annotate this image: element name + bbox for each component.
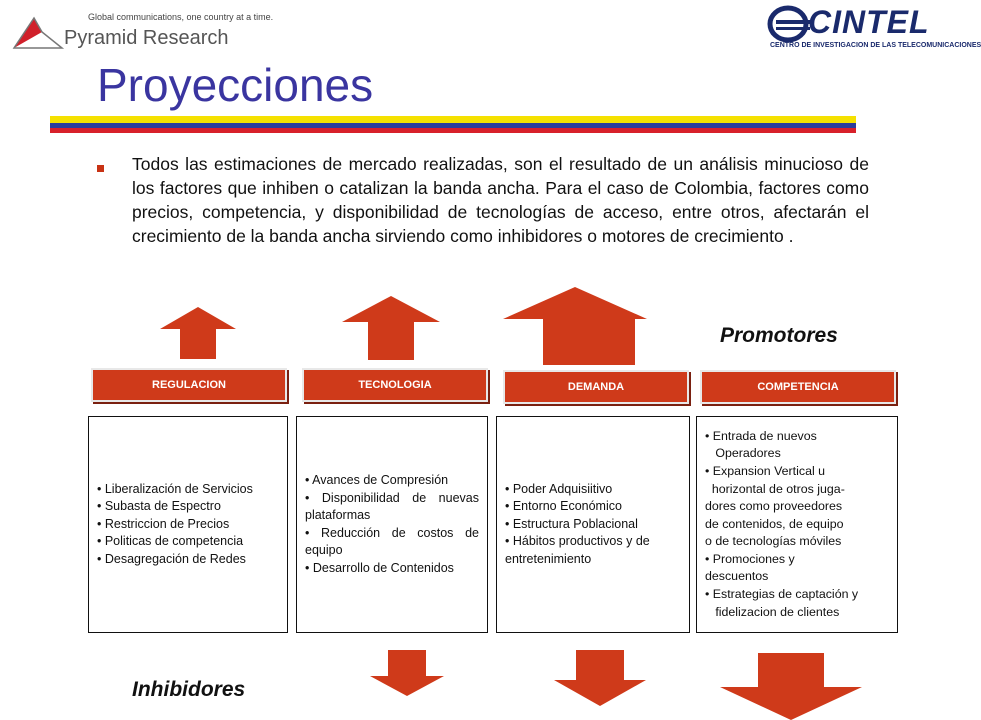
list-item: • Entorno Económico — [505, 499, 622, 514]
cintel-name: CINTEL — [808, 4, 930, 40]
list-item: • Disponibilidad de nuevas plataformas — [305, 490, 479, 522]
list-item: • Reducción de costos de equipo — [305, 525, 479, 557]
list-item: • Politicas de competencia — [97, 534, 244, 549]
flag-stripe-red — [50, 128, 856, 133]
pyramid-name: Pyramid Research — [64, 27, 229, 49]
pyramid-logo-icon — [12, 14, 64, 50]
list-item: • Poder Adquisiitivo — [505, 481, 613, 496]
list-item: • Avances de Compresión — [305, 473, 449, 487]
arrow-down-icon — [554, 650, 646, 706]
cintel-globe-icon — [768, 6, 812, 42]
list-item: • Hábitos productivos y de entretenimiento — [505, 534, 650, 566]
inhibidores-label: Inhibidores — [132, 678, 246, 701]
list-item: fidelizacion de clientes — [705, 604, 840, 619]
bullet-square-icon — [97, 165, 104, 172]
header-regulacion: REGULACION — [91, 368, 287, 402]
page-title: Proyecciones — [97, 59, 374, 111]
list-item: • Restriccion de Precios — [97, 516, 230, 531]
list-item: Operadores — [705, 446, 781, 461]
list-item: • Desarrollo de Contenidos — [305, 560, 454, 575]
list-item: • Subasta de Espectro — [97, 499, 221, 514]
header-competencia: COMPETENCIA — [700, 370, 896, 404]
list-item: • Estructura Poblacional — [505, 516, 638, 531]
cintel-subtitle: CENTRO DE INVESTIGACION DE LAS TELECOMUNICACIONES — [770, 42, 981, 49]
header-demanda: DEMANDA — [503, 370, 689, 404]
demanda-box — [496, 416, 690, 633]
list-item: horizontal de otros juga- — [705, 481, 845, 496]
list-item: de contenidos, de equipo — [705, 516, 844, 531]
list-item: dores como proveedores — [705, 499, 843, 514]
list-item: • Desagregación de Redes — [97, 551, 246, 566]
list-item: o de tecnologías móviles — [705, 534, 842, 549]
intro-paragraph: Todos las estimaciones de mercado realizadas, son el resultado de un análisis minucioso de los factores que inhiben o catalizan la banda ancha. Para el caso de Colombia, factores como precios, competencia, y disponibilidad de tecnologías de acceso, entre otros, afectarán el crecimiento de la banda ancha sirviendo como inhibidores o motores de crecimiento . — [132, 154, 869, 246]
list-item: • Expansion Vertical u — [705, 463, 826, 478]
list-item: • Liberalización de Servicios — [97, 481, 253, 496]
competencia-box — [696, 416, 898, 633]
tecnologia-box — [296, 416, 488, 633]
arrow-up-icon — [342, 296, 440, 360]
arrow-down-icon — [720, 653, 862, 720]
header-tecnologia: TECNOLOGIA — [302, 368, 488, 402]
regulacion-box — [88, 416, 288, 633]
pyramid-tagline: Global communications, one country at a time. — [88, 12, 274, 22]
list-item: descuentos — [705, 569, 769, 584]
arrow-up-icon — [160, 307, 236, 359]
arrow-up-icon — [503, 287, 647, 365]
list-item: • Promociones y — [705, 551, 795, 566]
flag-stripe-yellow — [50, 116, 856, 123]
list-item: • Entrada de nuevos — [705, 428, 817, 443]
promotores-label: Promotores — [720, 324, 838, 347]
arrow-down-icon — [370, 650, 444, 696]
list-item: • Estrategias de captación y — [705, 587, 859, 602]
